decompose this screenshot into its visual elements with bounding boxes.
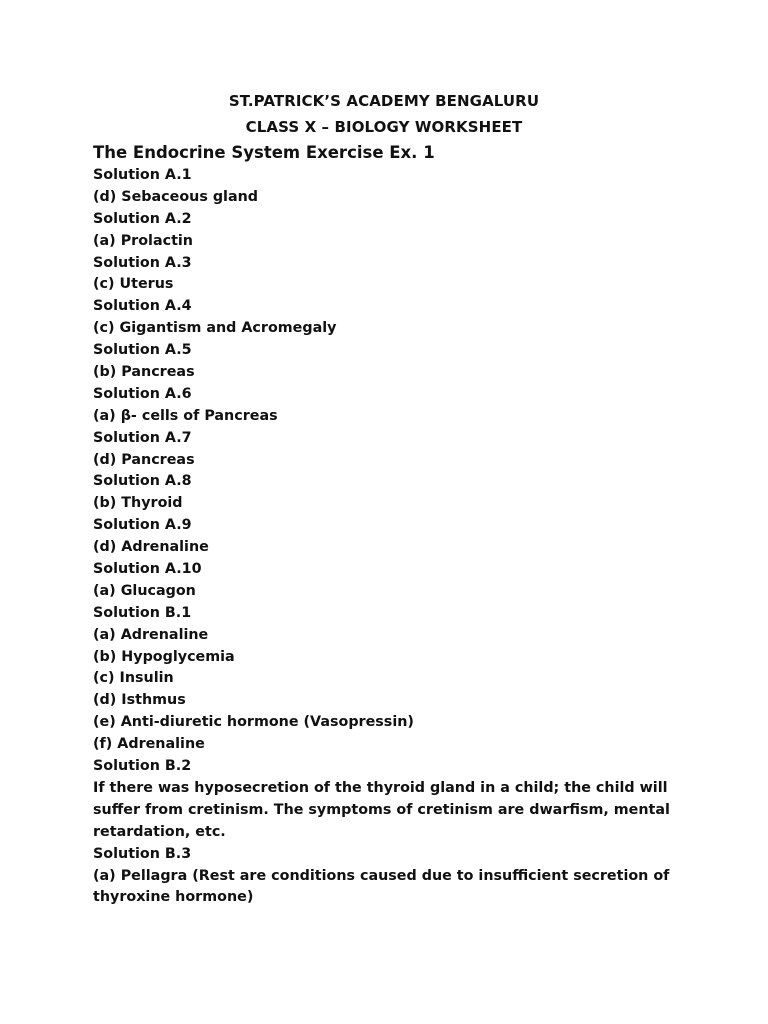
answer-line: (c) Insulin <box>93 670 174 687</box>
answer-line: (a) Prolactin <box>93 232 193 249</box>
solution-label: Solution B.3 <box>93 845 192 862</box>
solution-label: Solution A.2 <box>93 210 192 227</box>
answer-line: (a) Adrenaline <box>93 626 209 643</box>
school-name: ST.PATRICK’S ACADEMY BENGALURU <box>228 92 540 110</box>
worksheet-title: CLASS X – BIOLOGY WORKSHEET <box>245 118 523 136</box>
answer-paragraph: (a) Pellagra (Rest are conditions caused due to insufficient secretion of thyroxine hormone) <box>93 867 670 906</box>
solution-label: Solution B.1 <box>93 604 192 621</box>
answer-line: (f) Adrenaline <box>93 736 205 753</box>
answer-line: (d) Adrenaline <box>93 539 209 556</box>
answer-line: (e) Anti-diuretic hormone (Vasopressin) <box>93 714 414 731</box>
answer-line: (b) Thyroid <box>93 495 183 512</box>
answer-line: (d) Pancreas <box>93 451 195 468</box>
answer-line: (a) β- cells of Pancreas <box>93 407 278 424</box>
solution-label: Solution A.1 <box>93 167 192 183</box>
solution-label: Solution A.10 <box>93 561 202 578</box>
answer-paragraph: If there was hyposecretion of the thyroid gland in a child; the child will suffer from cretinism. The symptoms of cretinism are dwarfism, mental retardation, etc. <box>93 779 670 840</box>
solution-label: Solution A.5 <box>93 342 192 359</box>
solution-label: Solution B.2 <box>93 758 192 775</box>
solution-label: Solution A.3 <box>93 254 192 271</box>
answer-line: (b) Pancreas <box>93 364 195 381</box>
answer-line: (a) Glucagon <box>93 582 196 599</box>
solution-label: Solution A.9 <box>93 517 192 534</box>
solution-label: Solution A.6 <box>93 385 192 402</box>
answer-line: (c) Uterus <box>93 276 174 293</box>
solution-label: Solution A.4 <box>93 298 192 315</box>
solution-label: Solution A.8 <box>93 473 192 490</box>
answer-line: (d) Sebaceous gland <box>93 188 259 205</box>
answer-line: (c) Gigantism and Acromegaly <box>93 320 337 337</box>
section-title: The Endocrine System Exercise Ex. 1 <box>93 143 435 162</box>
solutions-body <box>93 165 673 909</box>
answer-line: (b) Hypoglycemia <box>93 648 235 665</box>
answer-line: (d) Isthmus <box>93 692 186 709</box>
solution-label: Solution A.7 <box>93 429 192 446</box>
